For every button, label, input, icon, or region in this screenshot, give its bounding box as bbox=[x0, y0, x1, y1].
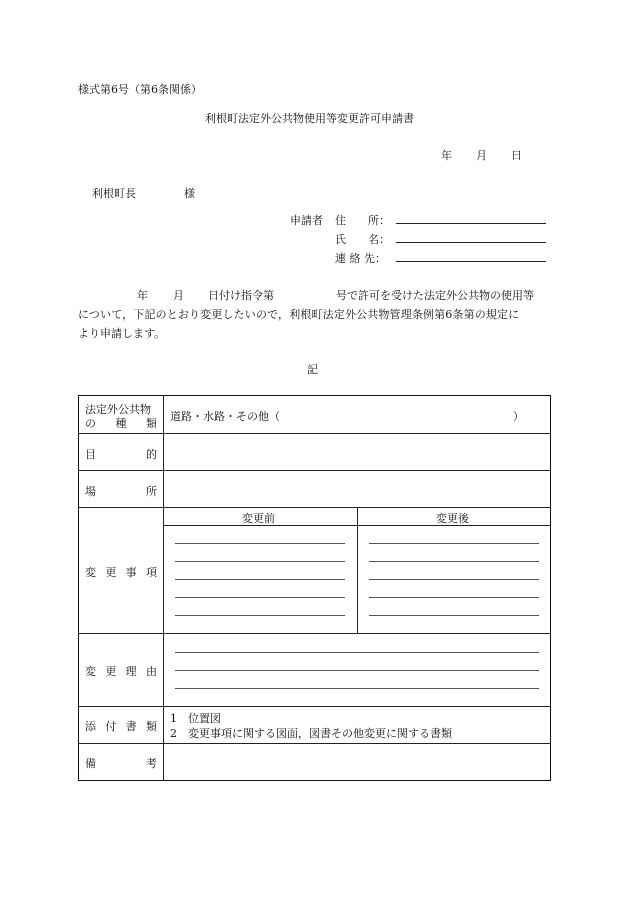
before-entry-line[interactable] bbox=[175, 597, 345, 598]
date-month: 月 bbox=[476, 149, 487, 162]
address-field[interactable] bbox=[396, 223, 546, 224]
body-year: 年 bbox=[137, 289, 148, 302]
name-label: 氏 名： bbox=[335, 233, 390, 246]
before-entry-line[interactable] bbox=[175, 579, 345, 580]
after-entry-line[interactable] bbox=[369, 597, 539, 598]
contact-field[interactable] bbox=[396, 261, 546, 262]
attachments-label: 添 付 書 類 bbox=[85, 720, 157, 733]
date-year: 年 bbox=[441, 149, 452, 162]
change-reason-label: 変 更 理 由 bbox=[85, 665, 157, 678]
after-entry-line[interactable] bbox=[369, 615, 539, 616]
before-label: 変更前 bbox=[242, 512, 275, 525]
contact-label: 連 絡 先： bbox=[335, 252, 386, 265]
type-value[interactable]: 道路・水路・その他（ bbox=[170, 410, 280, 423]
after-entry-line[interactable] bbox=[369, 543, 539, 544]
row-divider bbox=[79, 706, 550, 707]
date-day: 日 bbox=[511, 149, 522, 162]
attachment-item: 1 位置図 bbox=[170, 712, 221, 725]
remarks-field[interactable] bbox=[165, 744, 549, 779]
after-entry-line[interactable] bbox=[369, 579, 539, 580]
after-entry-line[interactable] bbox=[369, 561, 539, 562]
name-field[interactable] bbox=[396, 242, 546, 243]
reason-entry-line[interactable] bbox=[175, 688, 539, 689]
before-entry-line[interactable] bbox=[175, 615, 345, 616]
place-label: 場 所 bbox=[85, 485, 157, 498]
row-divider bbox=[79, 507, 550, 508]
body-line1-rest: 号で許可を受けた法定外公共物の使用等 bbox=[336, 289, 534, 302]
addressee-name: 利根町長 bbox=[92, 187, 136, 200]
after-label: 変更後 bbox=[436, 512, 469, 525]
before-after-header-divider bbox=[164, 525, 550, 526]
addressee-honorific: 様 bbox=[184, 187, 195, 200]
type-close: ） bbox=[513, 410, 524, 423]
change-items-label: 変 更 事 項 bbox=[85, 566, 157, 579]
reason-entry-line[interactable] bbox=[175, 652, 539, 653]
page-title: 利根町法定外公共物使用等変更許可申請書 bbox=[205, 112, 414, 125]
purpose-field[interactable] bbox=[165, 434, 549, 469]
type-label-line2: の 種 類 bbox=[85, 417, 157, 430]
place-field[interactable] bbox=[165, 471, 549, 506]
body-date-text: 日付け指令第 bbox=[208, 289, 274, 302]
type-label-line1: 法定外公共物 bbox=[85, 403, 151, 416]
body-line2: について，下記のとおり変更したいので，利根町法定外公共物管理条例第6条第の規定に bbox=[78, 308, 520, 321]
attachment-item: 2 変更事項に関する図面，図書その他変更に関する書類 bbox=[170, 727, 452, 740]
applicant-label: 申請者 bbox=[290, 214, 323, 227]
application-table bbox=[78, 395, 551, 781]
row-divider bbox=[79, 633, 550, 634]
before-entry-line[interactable] bbox=[175, 561, 345, 562]
remarks-label: 備 考 bbox=[85, 757, 157, 770]
ki-heading: 記 bbox=[307, 363, 318, 376]
address-label: 住 所： bbox=[335, 214, 390, 227]
body-line3: より申請します。 bbox=[78, 327, 166, 340]
form-number: 様式第6号（第6条関係） bbox=[78, 83, 202, 96]
body-month: 月 bbox=[173, 289, 184, 302]
label-column-divider bbox=[163, 396, 164, 780]
purpose-label: 目 的 bbox=[85, 448, 157, 461]
reason-entry-line[interactable] bbox=[175, 670, 539, 671]
before-entry-line[interactable] bbox=[175, 543, 345, 544]
